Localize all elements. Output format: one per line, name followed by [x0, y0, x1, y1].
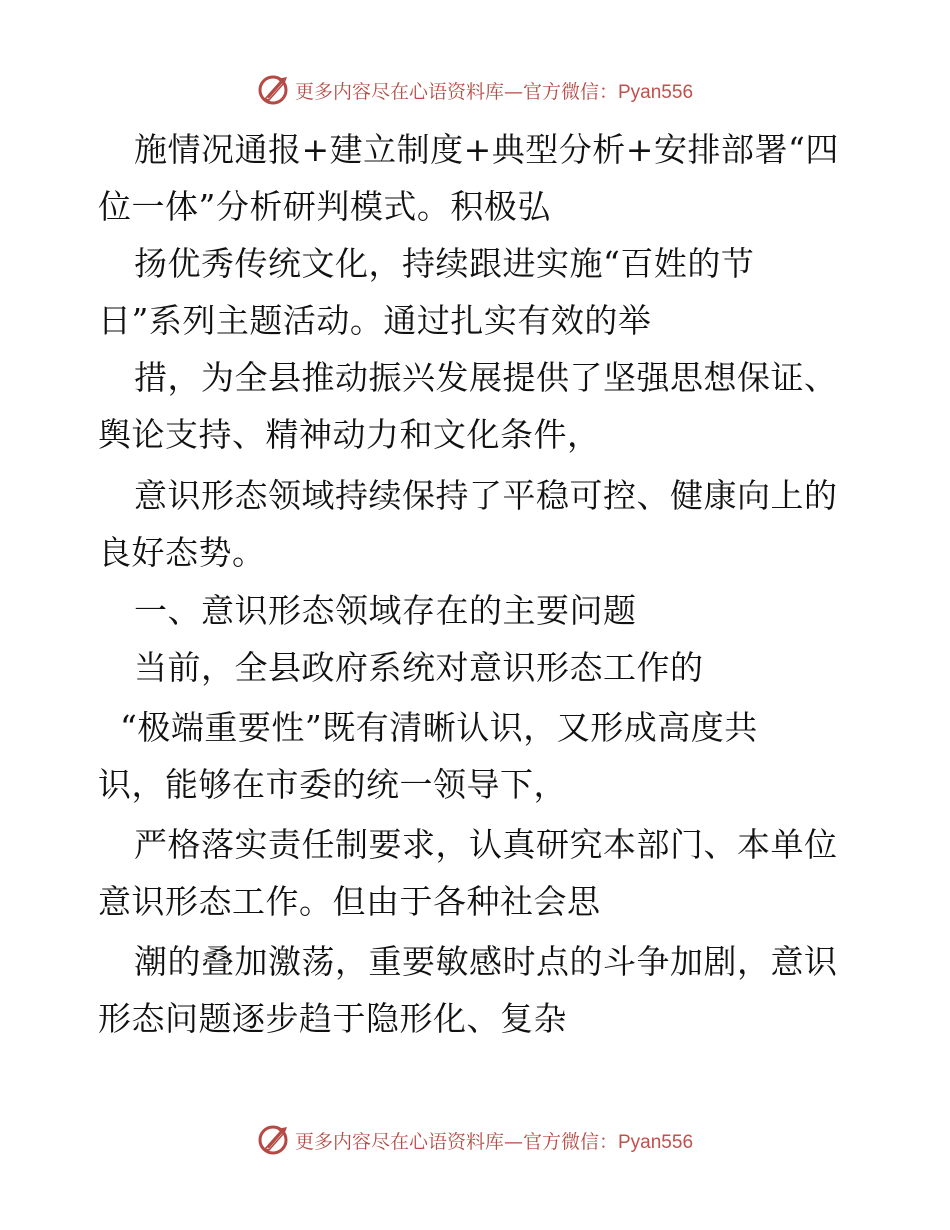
banner-text — [295, 77, 693, 104]
banner-slogan: 更多内容尽在心语资料库—官方微信： — [294, 80, 618, 103]
text-line: 严格落实责任制要求，认真研究本部门、本单位 — [134, 825, 838, 864]
text-line: 意识形态领域持续保持了平稳可控、健康向上的 — [134, 476, 838, 515]
quill-pen-circle-icon — [257, 73, 291, 107]
text-line: 舆论支持、精神动力和文化条件， — [98, 415, 601, 454]
text-line: 位一体”分析研判模式。积极弘 — [98, 187, 551, 226]
text-line: 措，为全县推动振兴发展提供了坚强思想保证、 — [134, 358, 838, 397]
text-line: 良好态势。 — [98, 533, 266, 572]
section-heading: 一、意识形态领域存在的主要问题 — [134, 591, 637, 630]
text-line: 形态问题逐步趋于隐形化、复杂 — [98, 999, 567, 1038]
text-line: 当前，全县政府系统对意识形态工作的 — [134, 648, 704, 687]
text-line: 施情况通报+建立制度+典型分析+安排部署“四 — [134, 130, 839, 169]
wechat-id: Pyan556 — [618, 1131, 694, 1153]
quill-pen-circle-icon — [257, 1123, 291, 1157]
banner-text — [295, 1127, 693, 1154]
header-banner — [0, 70, 950, 110]
text-line: “极端重要性”既有清晰认识，又形成高度共 — [120, 708, 758, 747]
wechat-id: Pyan556 — [618, 81, 694, 103]
text-line: 意识形态工作。但由于各种社会思 — [98, 882, 601, 921]
text-line: 扬优秀传统文化，持续跟进实施“百姓的节 — [134, 244, 755, 283]
text-line: 日”系列主题活动。通过扎实有效的举 — [98, 301, 652, 340]
text-line: 识，能够在市委的统一领导下， — [98, 765, 567, 804]
banner-slogan: 更多内容尽在心语资料库—官方微信： — [294, 1130, 618, 1153]
text-line: 潮的叠加激荡，重要敏感时点的斗争加剧，意识 — [134, 942, 838, 981]
footer-banner — [0, 1120, 950, 1160]
